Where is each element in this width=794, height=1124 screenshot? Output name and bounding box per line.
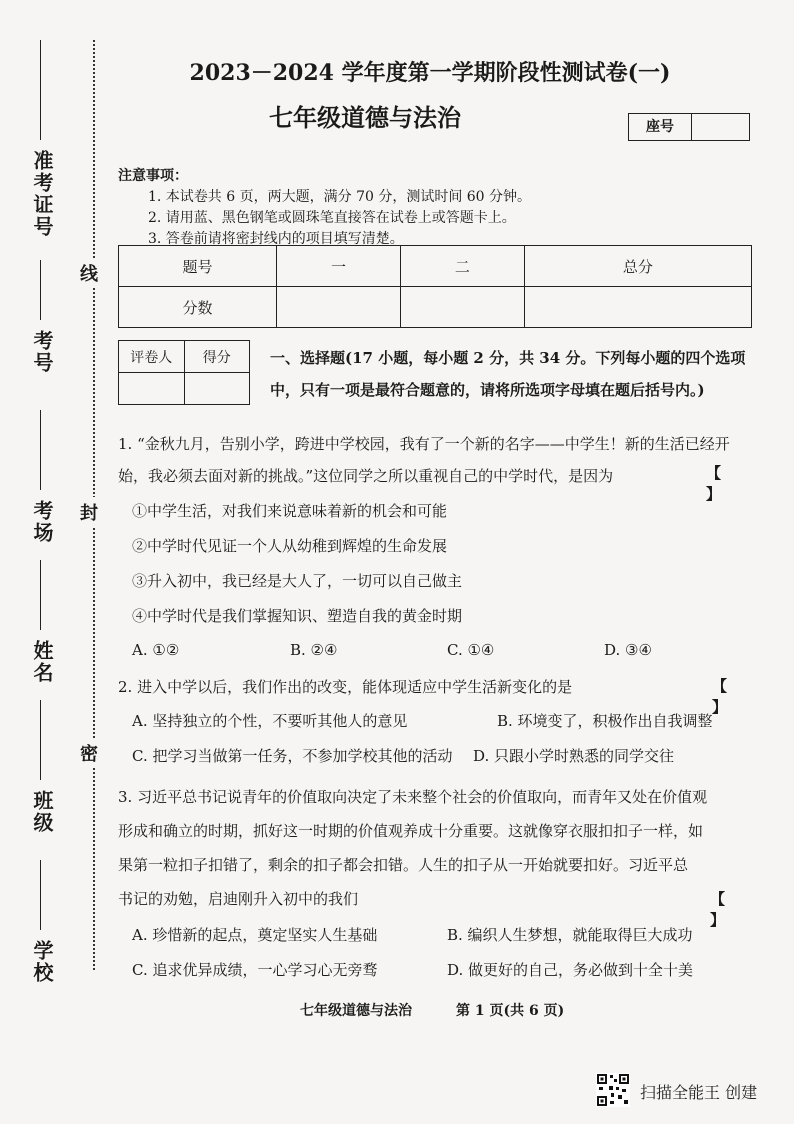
question-text: 3. 习近平总书记说青年的价值取向决定了未来整个社会的价值取向，而青年又处在价值观 <box>118 788 708 806</box>
instructions-heading: 注意事项： <box>118 168 188 184</box>
page-footer <box>300 1000 608 1020</box>
section-heading-line: 一、选择题(17 小题，每小题 2 分，共 34 分。下列每小题的四个选项 <box>270 349 746 367</box>
score-table-header: 总分 <box>524 246 751 287</box>
exam-room-blank[interactable] <box>40 410 41 490</box>
score-table-header: 题号 <box>119 246 277 287</box>
option-d[interactable]: D. 只跟小学时熟悉的同学交往 <box>473 747 675 765</box>
qr-code-icon <box>596 1073 630 1107</box>
score-table <box>118 245 752 328</box>
option-d[interactable]: D. 做更好的自己，务必做到十全十美 <box>447 961 694 979</box>
seal-char-line: 线 <box>80 258 98 288</box>
option-d[interactable]: D. ③④ <box>604 641 652 659</box>
scanner-watermark: 扫描全能王 创建 <box>640 1083 758 1102</box>
grader-cell[interactable] <box>119 373 185 405</box>
answer-bracket[interactable]: 【 】 <box>710 890 748 929</box>
option-c[interactable]: C. ①④ <box>447 641 495 659</box>
footer-subject: 七年级道德与法治 <box>300 1003 412 1019</box>
option-c[interactable]: C. 追求优异成绩，一心学习心无旁骛 <box>132 961 378 979</box>
seat-number-box <box>628 113 750 141</box>
statement: ②中学时代见证一个人从幼稚到辉煌的生命发展 <box>132 537 448 555</box>
seal-char-seal: 封 <box>80 497 98 527</box>
candidate-number-blank[interactable] <box>40 260 41 320</box>
score-cell[interactable] <box>524 287 751 328</box>
name-blank[interactable] <box>40 560 41 630</box>
option-b[interactable]: B. 环境变了，积极作出自我调整 <box>497 712 713 730</box>
page-subtitle: 七年级道德与法治 <box>269 103 461 132</box>
option-a[interactable]: A. 坚持独立的个性，不要听其他人的意见 <box>132 712 408 730</box>
question-text: 1. “金秋九月，告别小学，跨进中学校园，我有了一个新的名字——中学生！新的生活已经开 <box>118 435 730 453</box>
page-title: 2023－2024 学年度第一学期阶段性测试卷(一) <box>189 60 671 86</box>
instruction-item: 1. 本试卷共 6 页，两大题，满分 70 分，测试时间 60 分钟。 <box>148 189 532 205</box>
answer-bracket[interactable]: 【 】 <box>712 677 750 716</box>
question-3 <box>118 780 778 916</box>
instruction-item: 3. 答卷前请将密封线内的项目填写清楚。 <box>148 231 404 247</box>
question-text: 书记的劝勉，启迪刚升入初中的我们 <box>118 890 359 908</box>
instruction-item: 2. 请用蓝、黑色钢笔或圆珠笔直接答在试卷上或答题卡上。 <box>148 210 516 226</box>
exam-number-blank[interactable] <box>40 40 41 140</box>
question-text: 形成和确立的时期，抓好这一时期的价值观养成十分重要。这就像穿衣服扣扣子一样，如 <box>118 822 704 840</box>
section-heading-line: 中，只有一项是最符合题意的，请将所选项字母填在题后括号内。) <box>270 381 705 399</box>
school-blank[interactable] <box>40 860 41 930</box>
option-a[interactable]: A. 珍惜新的起点，奠定坚实人生基础 <box>132 926 378 944</box>
seat-number-label: 座号 <box>629 114 692 140</box>
margin-label-school: 学校 <box>30 940 54 984</box>
seal-char-secret: 密 <box>80 738 98 768</box>
score-table-header: 二 <box>400 246 524 287</box>
margin-label-exam-room: 考场 <box>30 500 54 544</box>
score-cell[interactable] <box>184 373 250 405</box>
question-text: 果第一粒扣子扣错了，剩余的扣子都会扣错。人生的扣子从一开始就要扣好。习近平总 <box>118 856 689 874</box>
grader-header: 评卷人 <box>119 341 185 373</box>
footer-page-number: 第 1 页(共 6 页) <box>456 1003 565 1019</box>
question-1 <box>118 428 768 492</box>
margin-label-candidate-number: 考号 <box>30 330 54 374</box>
question-text: 始，我必须去面对新的挑战。”这位同学之所以重视自己的中学时代，是因为 <box>118 467 614 485</box>
option-c[interactable]: C. 把学习当做第一任务，不参加学校其他的活动 <box>132 747 453 765</box>
margin-label-name: 姓名 <box>30 640 54 684</box>
class-blank[interactable] <box>40 700 41 780</box>
margin-label-class: 班级 <box>30 790 54 834</box>
question-2 <box>118 675 698 699</box>
statement: ①中学生活，对我们来说意味着新的机会和可能 <box>132 502 448 520</box>
option-a[interactable]: A. ①② <box>132 641 180 659</box>
instructions <box>118 166 531 250</box>
seat-number-field[interactable] <box>692 114 749 140</box>
score-cell[interactable] <box>400 287 524 328</box>
option-b[interactable]: B. 编织人生梦想，就能取得巨大成功 <box>447 926 693 944</box>
margin-label-exam-number: 准考证号 <box>30 150 54 238</box>
statement: ③升入初中，我已经是大人了，一切可以自己做主 <box>132 572 463 590</box>
question-text: 2. 进入中学以后，我们作出的改变，能体现适应中学生活新变化的是 <box>118 678 573 696</box>
statement: ④中学时代是我们掌握知识、塑造自我的黄金时期 <box>132 607 463 625</box>
score-row-label: 分数 <box>119 287 277 328</box>
grader-table <box>118 340 250 405</box>
answer-bracket[interactable]: 【 】 <box>706 464 744 503</box>
section-heading <box>270 342 760 406</box>
option-b[interactable]: B. ②④ <box>290 641 338 659</box>
score-table-header: 一 <box>277 246 401 287</box>
score-cell[interactable] <box>277 287 401 328</box>
score-header: 得分 <box>184 341 250 373</box>
